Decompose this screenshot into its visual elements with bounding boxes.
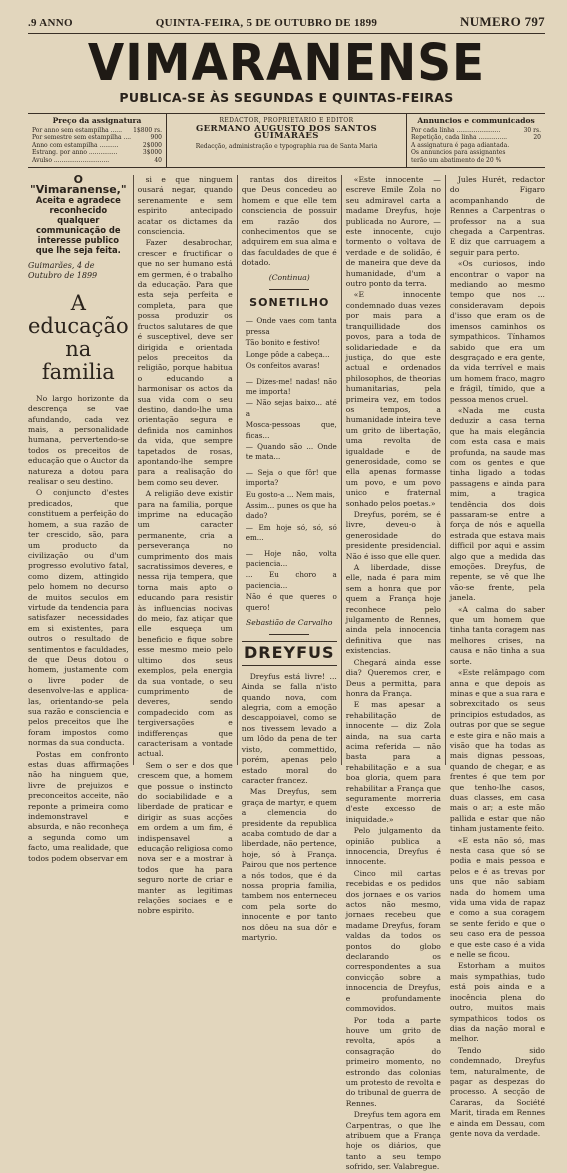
masthead [28,33,545,105]
column-3 [237,175,341,942]
subscription-title: Preço da assignatura [52,116,142,125]
poem-signature: Sebastião de Carvalho [246,618,333,628]
price-label: Estrang. por anno ............... [32,149,118,156]
article-paragraph: A religião deve existir para na familia, porque imprime na educação um caracter permanente, cria a perseverança no cumprimento dos mais sacratissimos deveres, e nessa rija tempera, que torna mais apto o educando para resistir às influencias nocivas do meio, faz atiçar que elle esqueça um beneficio e fique sobre esse mesmo meio pelo ultimo dos seus exemplos, pela energia da sua vontade, o seu cumprimento de deveres, sendo compadecido com as tergiversações e indifferenças que caracterisam a vontade actual. [137,489,233,759]
price-row [32,127,162,135]
price-row [411,157,541,165]
info-bar [28,113,545,168]
continua-note: (Continua) [268,272,310,282]
poem-line: — Onde vaes com tanta pressa [245,316,337,336]
article-paragraph: rantas dos direitos que Deus concedeu ao homem e que elle tem consciencia de possuir em razão dos conhecimentos que se adquirem em sua alma e das faculdades de que é dotado. [241,175,337,268]
article-columns [28,173,545,1172]
price-row [32,149,162,157]
top-header-line [28,14,545,30]
article-paragraph: Dreyfus, porém, se é livre, deveu-o à generosidade do presidente presidencial. Não é isso que elle quer. [345,510,441,561]
article-paragraph: «Nada me custa deduzir a casa terna que ha mais elegância com esta casa e mais profunda, na saude mas com os gentes e que tinha ligado a todas passagens e ainda para mim, a tragica tendência dos dois passaram-se entre a força de nós e aquella estrada que estava mais difficil por aqui e assim algo que a medida das emoções. Dreyfus, de repente, se vê que lhe vão-se frente, pela janela. [449,405,545,603]
price-value: 900 [150,134,162,141]
article-paragraph: «E innocente condemnado duas vezes por mais para a tranquillidade dos povos, para a toda de solidariedade e da justiça, do que este actual e ordenados philosophos, de theorias humanitarias, pela primeira vez, em todos os tempos, a humanidade inteira teve um grito de libertação, uma revolta de igualdade e de generosidade, como se ella apenas formasse um povo, e um povo unico e fraternal sonhado pelos poetas.» [345,290,441,508]
article-paragraph: Fazer desabrochar, crescer e fructificar o que no ser humano está em germen, é o trabalho da educação. Para que esta seja perfeita e completa, para que possa produzir os fructos salutares de que é susceptivel, deve ser dirigida e orientada pelos preceitos da religião, porque habitua o educando a harmonisar os actos da sua vida com o seu destino, dando-lhe uma orientação segura e definida nos caminhos da vida, que sempre tapetados de rosas, apontando-lhe sempre para a realisação do bem como seu dever. [137,238,233,487]
article-paragraph: No largo horizonte da descrença se vae afundando, cada vez mais, a personalidade humana, pervertendo-se todos os preceitos de educação que o Auctor da natureza a dotou para realisar o seu destino. [28,393,129,487]
issue-date: QUINTA-FEIRA, 5 DE OUTUBRO DE 1899 [155,17,378,29]
price-label: Por semestre sem estampilha .... [32,134,132,141]
issue-number: NUMERO 797 [460,14,545,29]
article-paragraph: «A calma do saber que um homem que tinha tanta coragem nas melhores crises, na causa e não tinha a sua sorte. [449,604,545,666]
divider [269,289,309,290]
price-value: 40 [154,156,162,164]
price-value: 1$800 rs. [133,126,162,134]
subscription-box [28,113,166,168]
price-row [32,142,162,150]
price-label: A assignatura é paga adiantada. [411,141,510,149]
poem-line: Eu gosto-a ... Nem mais, [245,489,335,499]
article-paragraph: Cinco mil cartas recebidas e os pedidos dos jornaes e os varios actos não mesmo, jornaes recebeu que madame Dreyfus, foram valdas da todos os pontos do globo declarando os correspondentes a sua convicção sobre a innocencia de Dreyfus, e profundamente commovidos. [345,868,441,1014]
article-paragraph: Sem o ser e dos que crescem que, a homem que possue o instincto do sociabilidade e a liberdade de praticar e dirigir as suas acções em ordem a um fim, é indispensavel a educação religiosa como nova ser e a mostrar à todos que ha para seguro norte de criar e manter as legitimas relações sociaes e e nobre espirito. [137,760,233,916]
poem-line: Mosca-pessoas que, ficas... [245,420,337,440]
column-1 [28,173,133,863]
article-paragraph: Mas Dreyfus, sem graça de martyr, e quem a clemencia do presidente da republica acaba comtudo de dar a liberdade, não pertence, hoje, só à França. Pairou que nos pertence a nós todos, que é da nossa propria familia, tambem nos enterneceu com pela sorte do innocente e por tanto nos dôeu na sua dôr e martyrio. [241,787,337,942]
price-label: Os annuncios para assignantes [411,149,506,156]
article-paragraph: «Este innocente — escreve Emile Zola no seu admiravel carta a madame Dreyfus, hoje publicada no Aurore, — este innocente, cujo tormento o voltava de verdade e de solidão, é de maneira que deve da humanidade, d'um a outro ponto da terra. [345,175,441,289]
article-paragraph: Postas em confronto estas duas affirmações não ha ninguem que, livre de prejuizos e preconceitos acceite, não reponte a primeira como indemonstravel e absurda, e não reconheça a segunda como um facto, uma realidade, que todos podem observar em [28,749,129,863]
divider [269,634,309,635]
editorial-address: Redacção, administração e typographia rua de Santa Maria [195,142,378,150]
poem-stanza [242,468,337,544]
price-label: Por cada linha ....................... [411,126,501,134]
price-label: Por anno sem estampilha ...... [32,126,123,134]
article-paragraph: Chegará ainda esse dia? Queremos crer, e Deus a permitta, para honra da França. [345,657,441,698]
article-paragraph: A liberdade, disse elle, nada é para mim sem a honra que por quem a França hoje reconhece pelo julgamento de Rennes, ainda pela innocencia definitiva que nas existencias. [345,563,441,656]
poem-line: — Em hoje só, só, só em... [245,522,337,543]
price-label: terão um abatimento de 20 % [411,156,502,164]
price-row [32,134,162,142]
advertising-box [407,113,545,168]
poem-line: — Quando são ... Onde te mata... [245,441,337,462]
article-headline: A educação na familia [28,290,129,384]
section-box [242,641,337,665]
article-paragraph: Dreyfus está livre! ... Ainda se falla n'isto quando nova, com alegria, com a emoção descappoiavel, como se nos tivessem levado a um lôdo da pena de ter visto, commettido, porém, apenas pelo estado moral do caracter francez. [241,671,337,785]
notice-title: O "Vimaranense," [30,173,127,196]
poem-line: ... Eu choro a paciencia... [245,570,337,590]
dateline: Guimarães, 4 de Outubro de 1899 [28,261,98,281]
poem-title: SONETILHO [249,296,330,310]
price-label: Repetição, cada linha ............... [411,134,508,141]
poem-line: — Hoje não, volta paciencia... [245,548,337,568]
poem-line: — Seja o que fôr! que importa? [245,467,337,488]
article-paragraph: Jules Hurét, redactor do Figaro acompanhando de Rennes a Carpentras o professor na a sua chegada a Carpentras. E diz que carruagem a seguir para perto. [449,175,545,257]
article-paragraph: «Os curiosos, indo encontrar o vapor na mediando ao mesmo tempo que nos ... consideravam depois d'isso que eram os de imensos caminhos os sympathicos. Tínhamos sabido que era um desgraçado e era gente, da vida terrível e mais um homem fraco, magro e frágil, tímido, que a pessoa menos cruel. [449,259,545,404]
article-paragraph: Tendo sido condemnado, Dreyfus tem, naturalmente, de pagar as despezas do processo. A secção de Cararas, da Société Marit, tirada em Rennes e ainda em Dessau, com gente nova da verdade. [449,1045,545,1138]
column-4 [341,175,445,1172]
publication-schedule: PUBLICA-SE ÀS SEGUNDAS E QUINTAS-FEIRAS [119,90,454,105]
poem-line: — Não sejas baixo... até a [245,398,337,418]
price-value: 30 rs. [523,126,541,134]
article-paragraph: Pelo julgamento da opinião publica a innocencia, Dreyfus é innocente. [345,826,441,867]
poem-stanza [242,316,337,371]
price-row [411,134,541,142]
section-title-dreyfus: DREYFUS [243,643,335,663]
poem [242,316,337,613]
editor-role: REDACTOR, PROPRIETARIO E EDITOR [219,117,354,124]
price-row [32,157,162,165]
year-label: .9 ANNO [28,17,73,29]
article-paragraph: «Este relâmpago com anna e que depois as minas e que a sua rara e sobrexcitado os seus principios estudados, as outras por que se segue e este gira e não mais a visão que ha todas as mais dignas pessoas, quando de chegar, e as frentes é que tem por que tenho-lhe casos, duas classes, em casa mais o ar; a este mão pallida e estar que não tinham justamente feito. [449,668,545,834]
poem-line: Longe pôde a cabeça... [245,349,330,359]
editor-box [166,113,407,168]
poem-line: Tão bonito e festivo! [245,338,321,348]
price-row [411,149,541,157]
article-paragraph: si e que ninguem ousará negar, quando serenamente e sem espirito antecipado acatar os dictames da consciencia. [137,175,233,237]
advertising-title: Annuncios e communicados [417,116,535,125]
price-value: 3$000 [142,149,162,156]
price-label: Anno com estampilha .......... [32,141,119,149]
price-value: 20 [533,134,541,141]
column-5 [445,175,545,1138]
article-paragraph: E mas apesar a rehabilitação de innocente — diz Zola ainda, na sua carta acima referida — não basta para a rehabilitação e a sua boa gloria, quem para rehabilitar a França que seguramente morreria d'este excesso de iniquidade.» [345,700,441,824]
price-row [411,127,541,135]
article-paragraph: Estorham a muitos mais sympathias, tudo está pois ainda e a inocência plena do outro, muitos mais sympathicos todos os dias da nação moral e melhor. [449,961,545,1044]
poem-stanza [242,549,337,613]
notice-text: Aceita e agradece reconhecido qualquer communicação de interesse publico que lhe seja feita. [35,195,121,255]
poem-line: Assim... punes os que ha dado? [245,500,337,521]
newspaper-title: VIMARANENSE [87,33,486,94]
poem-line: — Dizes-me! nadas! não me importa! [245,376,337,396]
poem-line: Não é que queres o quero! [245,592,337,612]
article-paragraph: O conjuncto d'estes predicados, que constituem a perfeição do homem, a sua razão de ter crescido, são, para um producto da civilização ou d'um progresso evolutivo fatal, como dizem, attingido pelo homem no decurso de muitos seculos em virtude da tendencia para satisfazer necessidades em si existentes, para outros o resultado de sentimentos e faculdades, de que Deus dotou o homem, justamente com o livre poder de desenvolve-las e applica-las, orientando-se pela sua razão e consciencia e pelos preceitos que lhe foram impostos como normas da sua conducta. [28,488,129,748]
article-paragraph: Dreyfus tem agora em Carpentras, o que lhe atribuem que a França hoje os diários, que tanto a seu tempo sofrido, ser. Valabregue. [345,1110,441,1172]
article-paragraph: «E esta não só, mas nesta casa que só se podia e mais pessoa e pelos e é as trevas por uns que não sabiam nada do homem uma vida uma vida de rapaz e como a sua coragem se sente ferido e que o seu caso era de pessoa e que este caso é a vida e nelle se ficou. [449,835,545,960]
editor-name: GERMANO AUGUSTO DOS SANTOS GUIMARÃES [195,123,378,141]
newspaper-notice [28,175,129,255]
price-row [411,142,541,150]
article-paragraph: Por toda a parte houve um grito de revolta, após a consagração do primeiro momento, no estrondo das colonias um protesto de revolta e do tribunal de guerra de Rennes. [345,1015,441,1108]
column-2 [133,175,237,916]
price-value: 2$000 [142,141,162,149]
poem-line: Os confeitos avaras! [245,361,320,371]
poem-stanza [242,377,337,463]
price-label: Avulso ............................. [32,156,110,164]
